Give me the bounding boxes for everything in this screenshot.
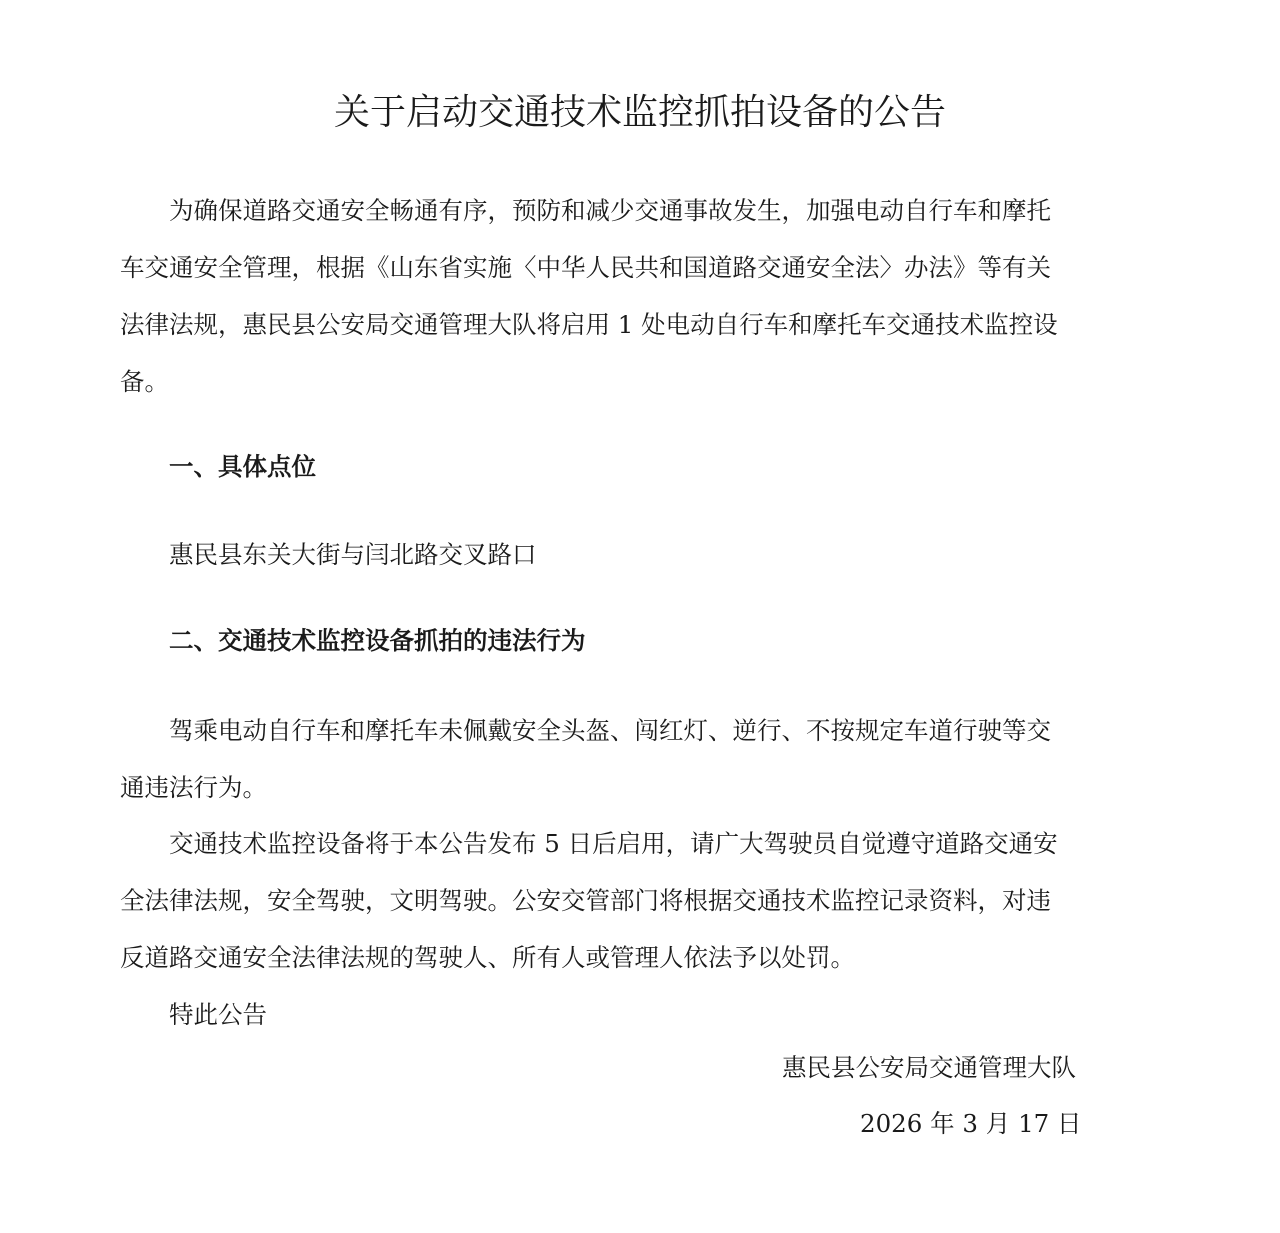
section1-heading bbox=[120, 438, 1130, 495]
text-line: 特此公告 bbox=[120, 1000, 267, 1029]
heading-text: 二、交通技术监控设备抓拍的违法行为 bbox=[120, 626, 586, 655]
text-line: 全法律法规，安全驾驶，文明驾驶。公安交管部门将根据交通技术监控记录资料，对违 bbox=[120, 886, 1051, 915]
section2-body bbox=[120, 702, 1130, 816]
text-line: 车交通安全管理，根据《山东省实施〈中华人民共和国道路交通安全法〉办法》等有关 bbox=[120, 253, 1051, 282]
section2-heading bbox=[120, 612, 1130, 669]
section1-body bbox=[120, 526, 1130, 583]
text-line: 通违法行为。 bbox=[120, 773, 267, 802]
text-line: 为确保道路交通安全畅通有序，预防和减少交通事故发生，加强电动自行车和摩托 bbox=[120, 196, 1051, 225]
text-line: 驾乘电动自行车和摩托车未佩戴安全头盔、闯红灯、逆行、不按规定车道行驶等交 bbox=[120, 716, 1051, 745]
document-title: 关于启动交通技术监控抓拍设备的公告 bbox=[333, 92, 946, 133]
text-line: 备。 bbox=[120, 367, 169, 396]
heading-text: 一、具体点位 bbox=[120, 452, 316, 481]
intro-paragraph bbox=[120, 182, 1130, 410]
notice-paragraph bbox=[120, 815, 1130, 1043]
text-line: 法律法规，惠民县公安局交通管理大队将启用 1 处电动自行车和摩托车交通技术监控设 bbox=[120, 310, 1058, 339]
text-line: 惠民县东关大街与闫北路交叉路口 bbox=[120, 540, 537, 569]
text-line: 交通技术监控设备将于本公告发布 5 日后启用，请广大驾驶员自觉遵守道路交通安 bbox=[120, 829, 1058, 858]
text-line: 反道路交通安全法律法规的驾驶人、所有人或管理人依法予以处罚。 bbox=[120, 943, 855, 972]
signature-date: 2026 年 3 月 17 日 bbox=[860, 1109, 1082, 1138]
signature-org: 惠民县公安局交通管理大队 bbox=[782, 1053, 1076, 1082]
